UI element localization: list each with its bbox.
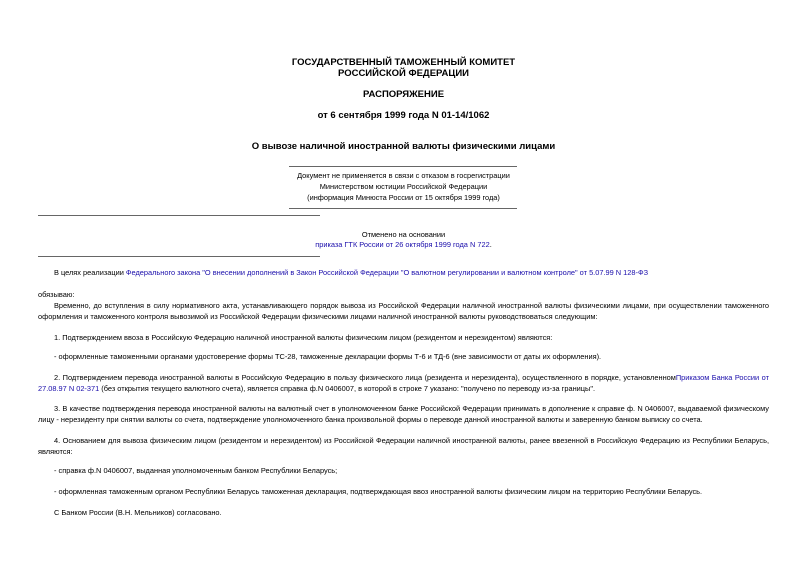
note-bottom-divider xyxy=(289,208,517,209)
purpose-prefix: В целях реализации xyxy=(54,268,126,277)
item-1: 1. Подтверждением ввоза в Российскую Федерацию наличной иностранной валюты физическим лицом (резидентом и нерезидентом) являются: xyxy=(54,333,553,342)
section-divider-2 xyxy=(38,256,320,257)
document-type: РАСПОРЯЖЕНИЕ xyxy=(362,89,445,100)
cancel-order-link[interactable]: приказа ГТК России от 26 октября 1999 года N 722 xyxy=(315,240,490,249)
federal-law-link[interactable]: Федерального закона "О внесении дополнений в Закон Российской Федерации "О валютном регулировании и валютном контроле" от 5.07.99 N 128-ФЗ xyxy=(125,268,649,277)
item-4-sub-1: - справка ф.N 0406007, выданная уполномоченным банком Республики Беларусь; xyxy=(54,466,338,475)
document-date: от 6 сентября 1999 года N 01-14/1062 xyxy=(317,110,490,121)
obligate-text: обязываю: xyxy=(38,290,75,299)
org-line-1: ГОСУДАРСТВЕННЫЙ ТАМОЖЕННЫЙ КОМИТЕТ xyxy=(291,57,516,68)
item-1-sub: - оформленные таможенными органами удостоверение формы ТС-28, таможенные декларации формы Т-6 и ТД-6 (вне зависимости от даты их оформления). xyxy=(54,352,602,361)
note-top-divider xyxy=(289,166,517,167)
item-2 xyxy=(38,373,769,394)
document-title: О вывозе наличной иностранной валюты физическими лицами xyxy=(251,141,556,152)
note-line-2: Министерством юстиции Российской Федерации xyxy=(319,182,488,191)
cancel-line: Отменено на основании xyxy=(361,230,446,239)
item-4: 4. Основанием для вывоза физическим лицом (резидентом и нерезидентом) из Российской Федерации наличной иностранной валюты, ранее ввезенной в Российскую Федерацию из Республики Беларусь, являются: xyxy=(38,436,769,456)
bank-order-link[interactable]: Приказом Банка России от 27.08.97 N 02-371 xyxy=(38,373,770,393)
org-line-2: РОССИЙСКОЙ ФЕДЕРАЦИИ xyxy=(337,68,469,79)
cancel-reference xyxy=(0,240,807,250)
item-3: 3. В качестве подтверждения перевода иностранной валюты на валютный счет в уполномоченном банке Российской Федерации принимать в дополнение к справке ф. N 0406007, выдаваемой физическому лицу - нерезиденту при снятии валюты со счета, подтверждение уполномоченного банка произвольной формы о переводе данной иностранной валюты и заверенную банком выписку со счета. xyxy=(38,404,769,424)
note-line-3: (информация Минюста России от 15 октября 1999 года) xyxy=(307,193,500,202)
note-line-1: Документ не применяется в связи с отказом в госрегистрации xyxy=(297,171,510,180)
item-2-prefix: 2. Подтверждением перевода иностранной валюты в Российскую Федерацию в пользу физического лица (резидента и нерезидента), осуществленного в порядке, установленном xyxy=(54,373,676,382)
paragraph-purpose xyxy=(38,268,769,279)
item-2-suffix: (без открытия текущего валютного счета), является справка ф.N 0406007, в которой в строке 7 указано: "получено по переводу из-за границы". xyxy=(99,383,596,393)
paragraph-temporary: Временно, до вступления в силу нормативного акта, устанавливающего порядок вывоза из Российской Федерации наличной иностранной валюты физическими лицами, при осуществлении таможенного оформления и таможенного контроля вывозимой из Российской Федерации физическими лицами наличной иностранной валюты руководствоваться следующим: xyxy=(38,301,769,321)
section-divider-1 xyxy=(38,215,320,216)
item-4-sub-2: - оформленная таможенным органом Республики Беларусь таможенная декларация, подтверждающая ввоз иностранной валюты физическим лицом на территорию Республики Беларусь. xyxy=(54,487,703,496)
cancel-tail: . xyxy=(489,240,492,249)
agreed-text: С Банком России (В.Н. Мельников) согласовано. xyxy=(54,508,222,517)
